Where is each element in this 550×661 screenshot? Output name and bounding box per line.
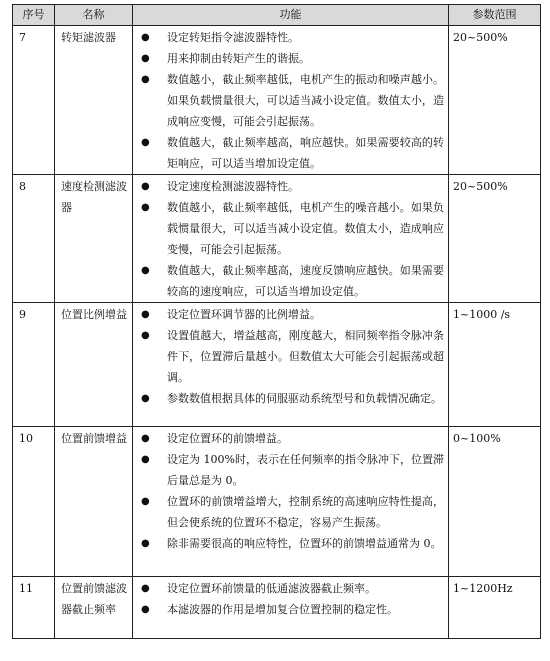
list-item xyxy=(141,27,444,48)
list-item-text: 设定转矩指令滤波器特性。 xyxy=(167,31,299,44)
table-row xyxy=(13,26,541,175)
list-item-text: 设定速度检测滤波器特性。 xyxy=(167,180,299,193)
function-list xyxy=(141,578,444,620)
bullet-icon: ● xyxy=(141,583,150,594)
bullet-icon: ● xyxy=(141,496,150,507)
function-list xyxy=(141,176,444,302)
bullet-icon: ● xyxy=(141,454,150,465)
table-header-row xyxy=(13,5,541,26)
param-number: 11 xyxy=(13,577,55,639)
list-item xyxy=(141,491,444,533)
bullet-icon: ● xyxy=(141,538,150,549)
function-list xyxy=(141,27,444,174)
param-range: 20~500% xyxy=(449,26,541,175)
bullet-icon: ● xyxy=(141,309,150,320)
list-item-text: 位置环的前馈增益增大，控制系统的高速响应特性提高，但会使系统的位置环不稳定，容易产生振荡。 xyxy=(167,495,444,529)
bullet-icon: ● xyxy=(141,74,150,85)
list-item xyxy=(141,599,444,620)
param-number: 10 xyxy=(13,427,55,577)
param-range: 0~100% xyxy=(449,427,541,577)
bullet-icon: ● xyxy=(141,53,150,64)
param-name: 速度检测滤波器 xyxy=(55,175,133,303)
table-row xyxy=(13,577,541,639)
list-item xyxy=(141,533,444,554)
bullet-icon: ● xyxy=(141,202,150,213)
list-item xyxy=(141,578,444,599)
header-no: 序号 xyxy=(13,5,55,26)
bullet-icon: ● xyxy=(141,330,150,341)
header-range: 参数范围 xyxy=(449,5,541,26)
list-item xyxy=(141,449,444,491)
list-item-text: 除非需要很高的响应特性，位置环的前馈增益通常为 0。 xyxy=(167,537,442,550)
param-number: 9 xyxy=(13,303,55,427)
param-function xyxy=(133,577,449,639)
list-item xyxy=(141,132,444,174)
list-item-text: 数值越大，截止频率越高，响应越快。如果需要较高的转矩响应，可以适当增加设定值。 xyxy=(167,136,444,170)
table-body xyxy=(13,26,541,639)
function-list xyxy=(141,304,444,409)
param-name: 位置比例增益 xyxy=(55,303,133,427)
bullet-icon: ● xyxy=(141,137,150,148)
list-item xyxy=(141,48,444,69)
list-item-text: 设定位置环前馈量的低通滤波器截止频率。 xyxy=(167,582,376,595)
param-name: 位置前馈滤波器截止频率 xyxy=(55,577,133,639)
header-name: 名称 xyxy=(55,5,133,26)
param-range: 20~500% xyxy=(449,175,541,303)
parameter-table xyxy=(12,4,541,639)
param-function xyxy=(133,26,449,175)
param-name: 位置前馈增益 xyxy=(55,427,133,577)
list-item xyxy=(141,176,444,197)
table-row xyxy=(13,427,541,577)
list-item xyxy=(141,304,444,325)
table-row xyxy=(13,303,541,427)
list-item-text: 设定为 100%时，表示在任何频率的指令脉冲下，位置滞后量总是为 0。 xyxy=(167,453,444,487)
header-function: 功能 xyxy=(133,5,449,26)
list-item-text: 参数数值根据具体的伺服驱动系统型号和负载情况确定。 xyxy=(167,392,442,405)
list-item xyxy=(141,325,444,388)
bullet-icon: ● xyxy=(141,265,150,276)
param-number: 7 xyxy=(13,26,55,175)
list-item-text: 设定位置环调节器的比例增益。 xyxy=(167,308,321,321)
list-item xyxy=(141,260,444,302)
list-item xyxy=(141,197,444,260)
param-function xyxy=(133,427,449,577)
bullet-icon: ● xyxy=(141,32,150,43)
function-list xyxy=(141,428,444,554)
list-item-text: 数值越大，截止频率越高，速度反馈响应越快。如果需要较高的速度响应，可以适当增加设定值。 xyxy=(167,264,444,298)
list-item-text: 数值越小，截止频率越低，电机产生的振动和噪声越小。如果负载惯量很大，可以适当减小设定值。数值太小，造成响应变慢，可能会引起振荡。 xyxy=(167,73,444,128)
bullet-icon: ● xyxy=(141,181,150,192)
param-function xyxy=(133,303,449,427)
param-range: 1~1000 /s xyxy=(449,303,541,427)
param-name: 转矩滤波器 xyxy=(55,26,133,175)
bullet-icon: ● xyxy=(141,604,150,615)
list-item xyxy=(141,388,444,409)
param-range: 1~1200Hz xyxy=(449,577,541,639)
list-item-text: 用来抑制由转矩产生的谐振。 xyxy=(167,52,310,65)
list-item xyxy=(141,428,444,449)
param-function xyxy=(133,175,449,303)
list-item-text: 设定位置环的前馈增益。 xyxy=(167,432,288,445)
list-item-text: 设置值越大，增益越高，刚度越大，相同频率指令脉冲条件下，位置滞后量越小。但数值太大可能会引起振荡或超调。 xyxy=(167,329,444,384)
param-number: 8 xyxy=(13,175,55,303)
list-item-text: 数值越小，截止频率越低，电机产生的噪音越小。如果负载惯量很大，可以适当减小设定值。数值太小，造成响应变慢，可能会引起振荡。 xyxy=(167,201,444,256)
list-item-text: 本滤波器的作用是增加复合位置控制的稳定性。 xyxy=(167,603,398,616)
table-row xyxy=(13,175,541,303)
bullet-icon: ● xyxy=(141,433,150,444)
bullet-icon: ● xyxy=(141,393,150,404)
list-item xyxy=(141,69,444,132)
